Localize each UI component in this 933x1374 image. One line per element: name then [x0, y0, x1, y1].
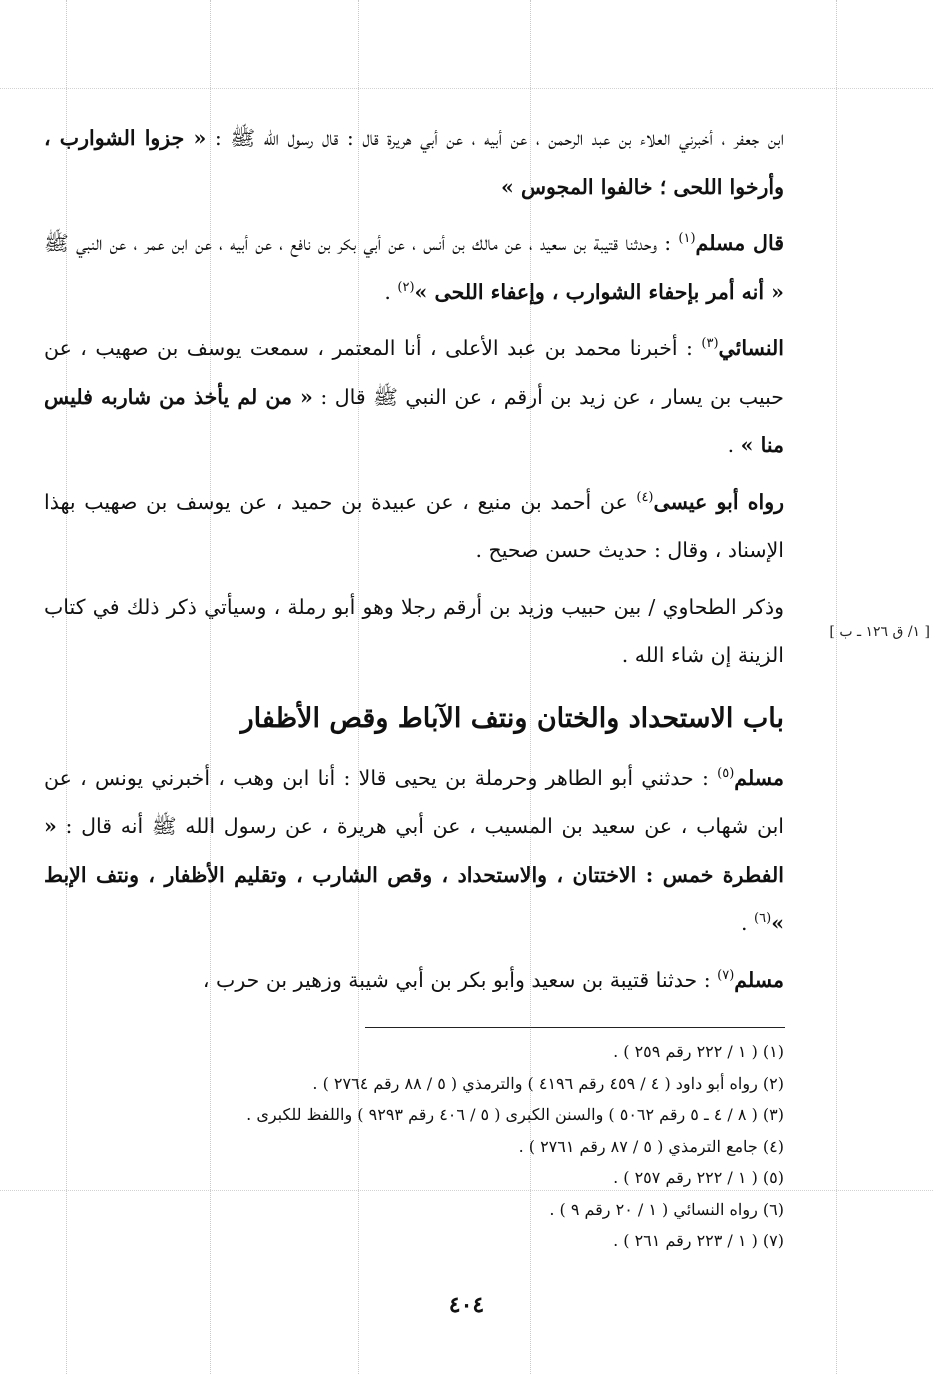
text-run: . [384, 279, 398, 304]
emphasized-text: « أنه أمر بإحفاء الشوارب ، وإعفاء اللحى » [414, 279, 784, 304]
paragraph [44, 583, 784, 680]
text-run: ابن جعفر ، أخبرني العلاء بن عبد الرحمن ، عن أبيه ، عن أبي هريرة قال : قال رسول الله ﷺ : [206, 126, 784, 150]
text-run: وذكر الطحاوي / بين حبيب وزيد بن أرقم رجلا وهو أبو رملة ، وسيأتي ذكر ذلك في كتاب الزينة إن شاء الله . [44, 594, 784, 667]
emphasized-text: قال مسلم [695, 231, 784, 255]
footnote-marker: (٥) [717, 765, 735, 781]
scan-guide-line [0, 88, 933, 89]
paragraph [44, 114, 784, 211]
footnote: (٦) رواه النسائي ( ١ / ٢٠ رقم ٩ ) . [549, 1199, 784, 1219]
scan-guide-line [836, 0, 837, 1374]
footnote: (١) ( ١ / ٢٢٢ رقم ٢٥٩ ) . [613, 1042, 784, 1061]
main-text [44, 114, 784, 1004]
footnotes [60, 1036, 784, 1257]
footnote-marker: (٤) [636, 489, 654, 505]
emphasized-text: النسائي [718, 336, 784, 360]
footnote: (٧) ( ١ / ٢٢٣ رقم ٢٦١ ) . [613, 1231, 784, 1250]
emphasized-text: رواه أبو عيسى [653, 489, 785, 514]
footnote: (٤) جامع الترمذي ( ٥ / ٨٧ رقم ٢٧٦١ ) . [518, 1136, 784, 1156]
text-run: : وحدثنا قتيبة بن سعيد ، عن مالك بن أنس ، عن أبي بكر بن نافع ، عن أبيه ، عن ابن عمر ، عن النبي ﷺ [44, 231, 679, 255]
text-run: . [741, 911, 755, 935]
footnote: (٣) ( ٨ / ٤ ـ ٥ رقم ٥٠٦٢ ) والسنن الكبرى ( ٥ / ٤٠٦ رقم ٩٢٩٣ ) واللفظ للكبرى . [246, 1105, 784, 1124]
text-run: عن أحمد بن منيع ، عن عبيدة بن حميد ، عن يوسف بن صهيب بهذا الإسناد ، وقال : حديث حسن صحيح . [44, 489, 784, 562]
emphasized-text: « جزوا الشوارب ، وأرخوا اللحى ؛ خالفوا المجوس » [44, 126, 784, 199]
emphasized-text: « من لم يأخذ من شاربه فليس منا » [44, 384, 784, 457]
footnote-marker: (٢) [397, 279, 415, 295]
text-run: . [727, 433, 741, 457]
footnote: (٢) رواه أبو داود ( ٤ / ٤٥٩ رقم ٤١٩٦ ) والترمذي ( ٥ / ٨٨ رقم ٢٧٦٤ ) . [312, 1073, 784, 1093]
paragraph [44, 219, 784, 316]
paragraph [44, 478, 784, 575]
emphasized-text: مسلم [734, 967, 784, 992]
margin-manuscript-reference: [ ١/ ق ١٢٦ ـ ب ] [829, 624, 930, 640]
paragraph [44, 754, 784, 948]
text-run: : حدثني أبو الطاهر وحرملة بن يحيى قالا : أنا ابن وهب ، أخبرني يونس ، عن ابن شهاب ، عن سعيد بن المسيب ، عن أبي هريرة ، عن رسول الله ﷺ أنه قال : [44, 765, 784, 838]
paragraph [44, 324, 784, 470]
paragraph [44, 956, 784, 1005]
text-run: : أخبرنا محمد بن عبد الأعلى ، أنا المعتمر ، سمعت يوسف بن صهيب ، عن حبيب بن يسار ، عن زيد بن أرقم ، عن النبي ﷺ قال : [44, 336, 784, 409]
footnote-separator [365, 1027, 785, 1028]
emphasized-text: مسلم [734, 765, 784, 790]
footnote: (٥) ( ١ / ٢٢٢ رقم ٢٥٧ ) . [613, 1168, 784, 1187]
footnote-marker: (١) [678, 231, 696, 246]
page-number: ٤٠٤ [448, 1292, 485, 1318]
footnote-marker: (٦) [754, 911, 772, 926]
text-run: : حدثنا قتيبة بن سعيد وأبو بكر بن أبي شيبة وزهير بن حرب ، [202, 967, 718, 992]
emphasized-text: « الفطرة خمس : الاختتان ، والاستحداد ، وقص الشارب ، وتقليم الأظفار ، ونتف الإبط » [44, 814, 784, 935]
footnote-marker: (٧) [717, 967, 735, 983]
footnote-marker: (٣) [701, 336, 719, 351]
chapter-heading: باب الاستحداد والختان ونتف الآباط وقص الأظفار [240, 702, 784, 734]
